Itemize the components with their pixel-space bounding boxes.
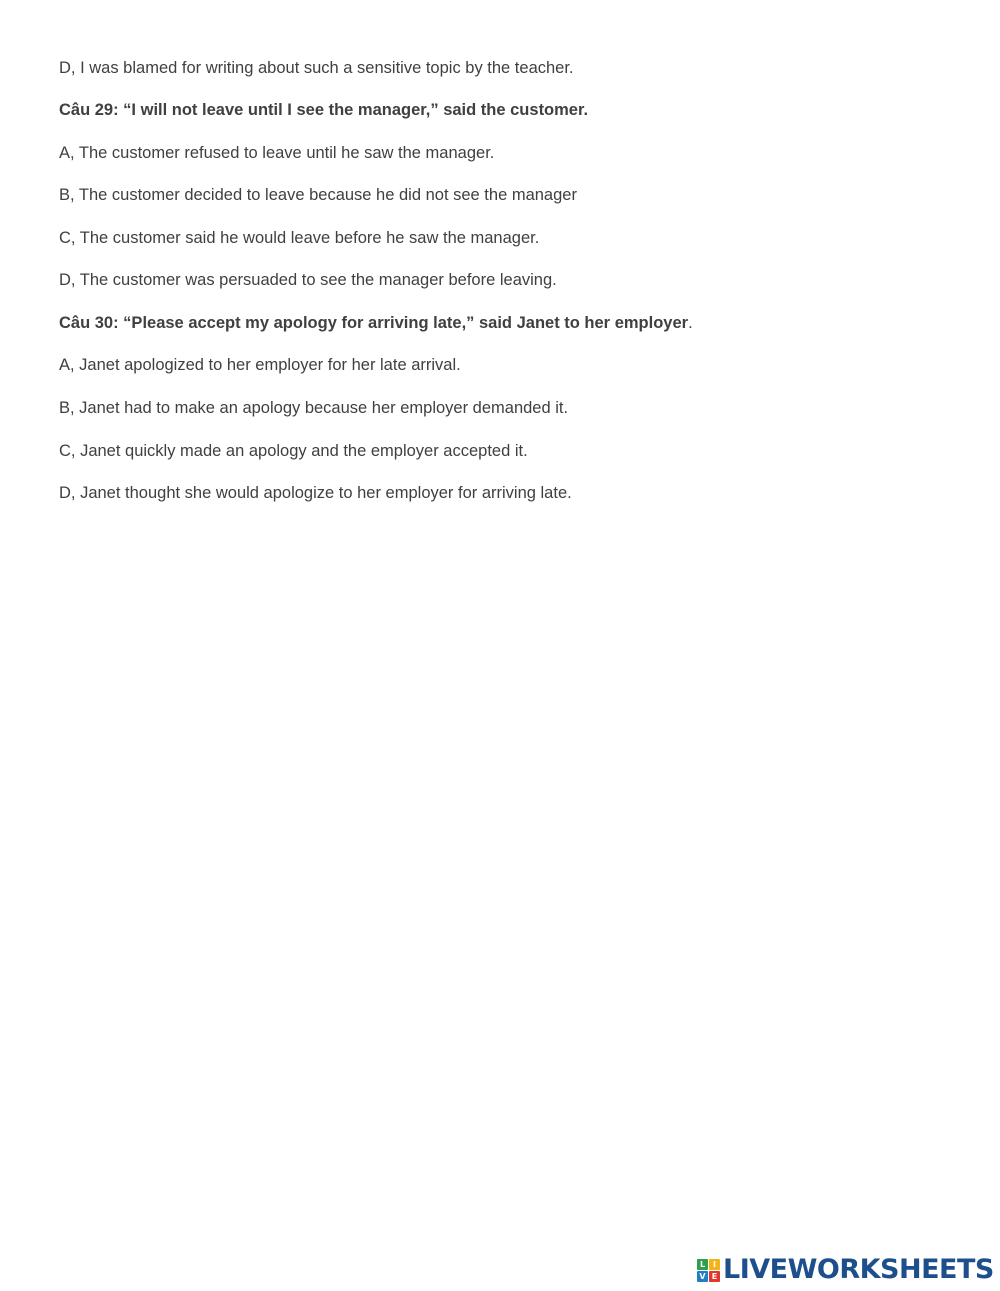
question-30-period: . — [688, 314, 693, 332]
question-30-text: Câu 30: “Please accept my apology for arriving late,” said Janet to her employer — [59, 314, 689, 332]
liveworksheets-logo — [697, 1256, 994, 1284]
logo-mark-i: I — [709, 1259, 720, 1270]
option-d-q28: D, I was blamed for writing about such a sensitive topic by the teacher. — [59, 59, 574, 77]
liveworksheets-logo-text: LIVEWORKSHEETS — [723, 1254, 994, 1285]
option-b-q30: B, Janet had to make an apology because her employer demanded it. — [59, 399, 569, 417]
option-c-q29: C, The customer said he would leave before he saw the manager. — [59, 229, 540, 247]
question-29: Câu 29: “I will not leave until I see the manager,” said the customer. — [59, 101, 589, 119]
option-c-q30: C, Janet quickly made an apology and the employer accepted it. — [59, 442, 528, 460]
logo-mark-e: E — [709, 1271, 720, 1282]
question-30 — [59, 313, 693, 333]
option-d-q30: D, Janet thought she would apologize to her employer for arriving late. — [59, 484, 572, 502]
liveworksheets-logo-icon — [697, 1259, 720, 1282]
option-a-q29: A, The customer refused to leave until he saw the manager. — [59, 144, 495, 162]
option-d-q29: D, The customer was persuaded to see the manager before leaving. — [59, 271, 557, 289]
logo-mark-v: V — [697, 1271, 708, 1282]
logo-mark-l: L — [697, 1259, 708, 1270]
option-b-q29: B, The customer decided to leave because he did not see the manager — [59, 186, 577, 204]
option-a-q30: A, Janet apologized to her employer for her late arrival. — [59, 356, 461, 374]
